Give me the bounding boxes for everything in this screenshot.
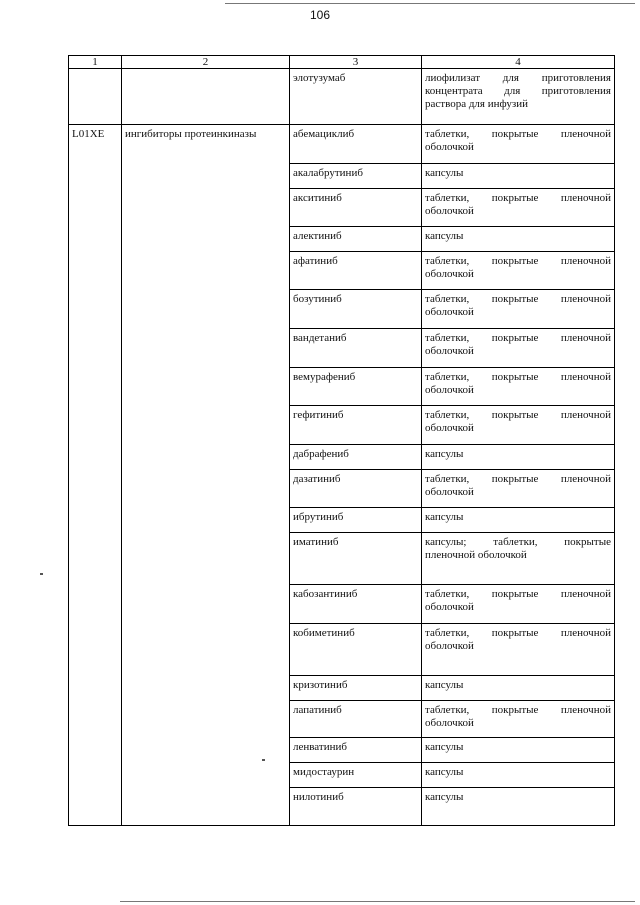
dosage-form-cell: таблетки, покрытые пленочной оболочкой: [422, 189, 615, 227]
drug-name-cell: нилотиниб: [290, 788, 422, 826]
dosage-form-cell: капсулы: [422, 508, 615, 533]
dosage-form-cell: капсулы: [422, 788, 615, 826]
drug-name-cell: бозутиниб: [290, 290, 422, 329]
drug-name-cell: дабрафениб: [290, 445, 422, 470]
dosage-form-cell: капсулы: [422, 445, 615, 470]
dosage-form-cell: таблетки, покрытые пленочной оболочкой: [422, 585, 615, 624]
group-cell: ингибиторы протеинкиназы: [122, 125, 290, 826]
atc-code-cell: [69, 69, 122, 125]
dosage-form-cell: капсулы: [422, 763, 615, 788]
dosage-form-cell: таблетки, покрытые пленочной оболочкой: [422, 290, 615, 329]
drug-name-cell: акситиниб: [290, 189, 422, 227]
drug-name-cell: вемурафениб: [290, 368, 422, 406]
scan-artifact-top: [225, 3, 635, 4]
drug-name-cell: афатиниб: [290, 252, 422, 290]
drug-name-cell: лапатиниб: [290, 701, 422, 738]
group-cell: [122, 69, 290, 125]
atc-code-cell: L01XE: [69, 125, 122, 826]
drug-name-cell: мидостаурин: [290, 763, 422, 788]
dosage-form-cell: таблетки, покрытые пленочной оболочкой: [422, 368, 615, 406]
drug-name-cell: ибрутиниб: [290, 508, 422, 533]
table-row: [69, 125, 615, 164]
dosage-form-cell: капсулы; таблетки, покрытые пленочной оболочкой: [422, 533, 615, 585]
dosage-form-cell: капсулы: [422, 676, 615, 701]
column-header: 1: [69, 56, 122, 69]
drug-name-cell: гефитиниб: [290, 406, 422, 445]
drug-name-cell: абемациклиб: [290, 125, 422, 164]
drug-name-cell: ленватиниб: [290, 738, 422, 763]
dosage-form-cell: капсулы: [422, 738, 615, 763]
drug-name-cell: вандетаниб: [290, 329, 422, 368]
drug-table: [68, 55, 615, 826]
column-header: 2: [122, 56, 290, 69]
drug-name-cell: кабозантиниб: [290, 585, 422, 624]
drug-name-cell: кризотиниб: [290, 676, 422, 701]
dosage-form-cell: таблетки, покрытые пленочной оболочкой: [422, 252, 615, 290]
dosage-form-cell: таблетки, покрытые пленочной оболочкой: [422, 125, 615, 164]
drug-name-cell: алектиниб: [290, 227, 422, 252]
drug-name-cell: иматиниб: [290, 533, 422, 585]
dosage-form-cell: лиофилизат для приготовления концентрата для приготовления раствора для инфузий: [422, 69, 615, 125]
dosage-form-cell: таблетки, покрытые пленочной оболочкой: [422, 624, 615, 676]
dosage-form-cell: капсулы: [422, 227, 615, 252]
drug-name-cell: дазатиниб: [290, 470, 422, 508]
dosage-form-cell: таблетки, покрытые пленочной оболочкой: [422, 470, 615, 508]
scan-speck: [40, 573, 43, 575]
drug-name-cell: кобиметиниб: [290, 624, 422, 676]
drug-name-cell: акалабрутиниб: [290, 164, 422, 189]
column-header: 4: [422, 56, 615, 69]
scan-artifact-bottom: [120, 901, 635, 902]
dosage-form-cell: таблетки, покрытые пленочной оболочкой: [422, 406, 615, 445]
page-number: 106: [309, 8, 331, 22]
table-row: [69, 69, 615, 125]
table-header-row: [69, 56, 615, 69]
column-header: 3: [290, 56, 422, 69]
dosage-form-cell: капсулы: [422, 164, 615, 189]
drug-name-cell: элотузумаб: [290, 69, 422, 125]
dosage-form-cell: таблетки, покрытые пленочной оболочкой: [422, 701, 615, 738]
dosage-form-cell: таблетки, покрытые пленочной оболочкой: [422, 329, 615, 368]
